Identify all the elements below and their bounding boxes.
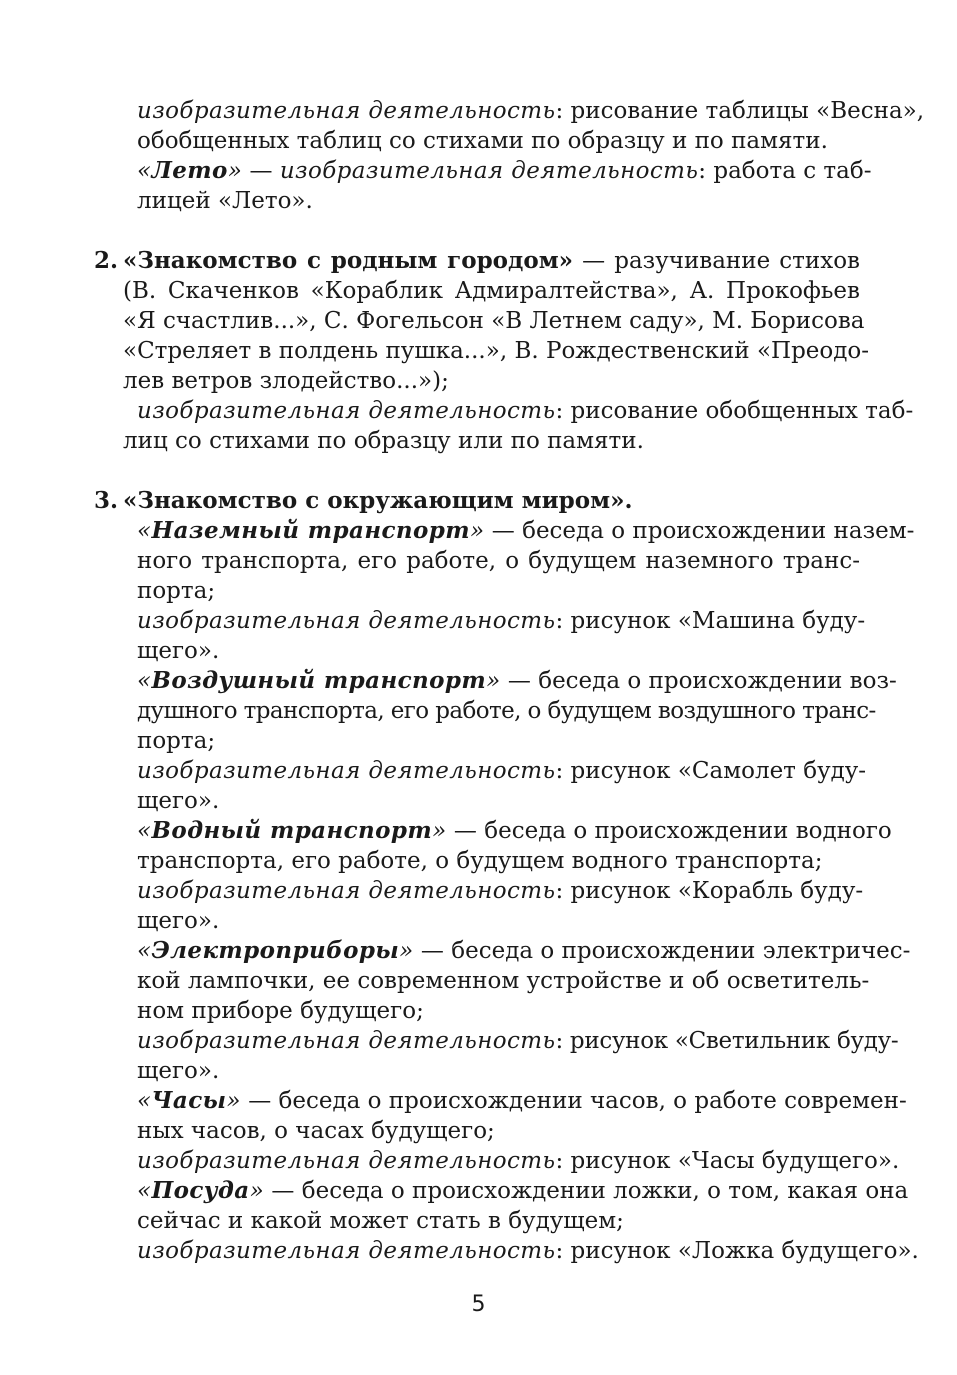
item-line: сейчас и какой может стать в будущем; (137, 1208, 624, 1234)
intro-line-4: лицей «Лето». (137, 188, 313, 214)
topic-title: Наземный транспорт (151, 517, 470, 544)
section-2-line-2: (В. Скаченков «Кораблик Адмиралтейства», А. Прокофьев (123, 278, 860, 304)
section-2-number: 2. (94, 247, 119, 274)
item-line: «Посуда» — беседа о происхождении ложки, о том, какая она (137, 1177, 909, 1204)
page-number: 5 (471, 1292, 486, 1317)
item-line: щего». (137, 638, 220, 664)
activity-label: изобразительная деятельность (137, 1148, 556, 1174)
activity-label: изобразительная деятельность (137, 758, 556, 784)
section-3-number: 3. (94, 487, 119, 514)
item-line: ного транспорта, его работе, о будущем наземного транс- (137, 548, 860, 574)
item-line: «Часы» — беседа о происхождении часов, о работе современ- (137, 1087, 907, 1114)
item-line: ном приборе будущего; (137, 998, 424, 1024)
section-2-line-1: «Знакомство с родным городом» — разучивание стихов (123, 247, 860, 274)
activity-label: изобразительная деятельность (137, 1238, 556, 1264)
section-2-line-4: «Стреляет в полдень пушка...», В. Рождественский «Преодо- (123, 338, 870, 364)
section-3-title: «Знакомство с окружающим миром». (123, 487, 633, 514)
activity-label: изобразительная деятельность (137, 608, 556, 634)
topic-title: Воздушный транспорт (151, 667, 487, 694)
activity-label: изобразительная деятельность (137, 98, 556, 124)
section-2-line-7: лиц со стихами по образцу или по памяти. (123, 428, 644, 454)
activity-label: изобразительная деятельность (137, 398, 556, 424)
item-line: щего». (137, 908, 220, 934)
item-line: «Воздушный транспорт» — беседа о происхождении воз- (137, 667, 897, 694)
intro-line-1: изобразительная деятельность: рисование таблицы «Весна», (137, 98, 925, 124)
item-line: щего». (137, 1058, 220, 1084)
topic-title: Часы (151, 1087, 227, 1114)
item-line: кой лампочки, ее современном устройстве и об осветитель- (137, 968, 870, 994)
item-line: изобразительная деятельность: рисунок «Ложка будущего». (137, 1238, 919, 1264)
item-line: щего». (137, 788, 220, 814)
item-line: «Электроприборы» — беседа о происхождении электричес- (137, 937, 911, 964)
intro-line-3: «Лето» — изобразительная деятельность: работа с таб- (137, 157, 872, 184)
item-line: «Наземный транспорт» — беседа о происхождении назем- (137, 517, 915, 544)
item-line: изобразительная деятельность: рисунок «Корабль буду- (137, 878, 864, 904)
intro-line-2: обобщенных таблиц со стихами по образцу и по памяти. (137, 128, 828, 154)
item-line: изобразительная деятельность: рисунок «Самолет буду- (137, 758, 867, 784)
item-line: ных часов, о часах будущего; (137, 1118, 495, 1144)
activity-label: изобразительная деятельность (137, 878, 556, 904)
section-2-line-6: изобразительная деятельность: рисование обобщенных таб- (137, 398, 914, 424)
item-line: изобразительная деятельность: рисунок «Светильник буду- (137, 1028, 899, 1054)
item-line: душного транспорта, его работе, о будущем воздушного транс- (137, 698, 876, 724)
item-line: «Водный транспорт» — беседа о происхождении водного (137, 817, 892, 844)
topic-title: Электроприборы (151, 937, 400, 964)
section-2-line-5: лев ветров злодейство...»); (123, 368, 449, 394)
topic-title-leto: Лето (151, 157, 228, 184)
topic-title: Водный транспорт (151, 817, 433, 844)
item-line: транспорта, его работе, о будущем водного транспорта; (137, 848, 823, 874)
item-line: изобразительная деятельность: рисунок «Часы будущего». (137, 1148, 900, 1174)
item-line: порта; (137, 578, 216, 604)
item-line: порта; (137, 728, 216, 754)
section-2-line-3: «Я счастлив...», С. Фогельсон «В Летнем саду», М. Борисова (123, 308, 865, 334)
item-line: изобразительная деятельность: рисунок «Машина буду- (137, 608, 866, 634)
topic-title: Посуда (151, 1177, 250, 1204)
section-2-title: «Знакомство с родным городом» (123, 247, 574, 274)
activity-label: изобразительная деятельность (279, 158, 699, 184)
activity-label: изобразительная деятельность (137, 1028, 556, 1054)
